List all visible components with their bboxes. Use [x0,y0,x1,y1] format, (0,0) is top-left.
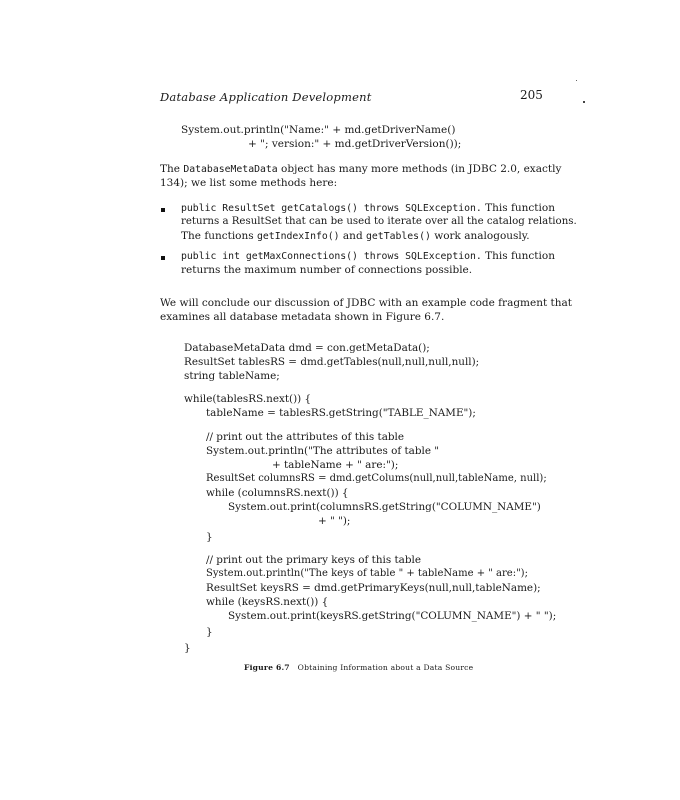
code-line: } [206,531,213,543]
inline-code: public int getMaxConnections() throws SQLException. [181,251,482,262]
caption-text: Obtaining Information about a Data Source [297,663,474,672]
bullet-line [181,249,555,264]
code-line: System.out.println("The attributes of table " [206,445,440,457]
text: and [339,230,366,242]
text: The [160,163,184,175]
margin-mark [583,101,585,103]
code-line: ResultSet tablesRS = dmd.getTables(null,null,null,null); [184,356,480,368]
margin-mark [576,80,577,81]
inline-code: getTables() [366,231,431,242]
code-line: ResultSet keysRS = dmd.getPrimaryKeys(null,null,tableName); [206,582,541,594]
inline-code: DatabaseMetaData [183,164,278,175]
bullet-line [181,229,530,244]
code-line: System.out.print(keysRS.getString("COLUMN_NAME") + " "); [228,610,557,622]
caption-label: Figure 6.7 [244,663,290,672]
paragraph-line: We will conclude our discussion of JDBC with an example code fragment that [160,297,573,309]
bullet-line [181,201,555,216]
code-line: System.out.println("Name:" + md.getDriverName() [181,124,456,136]
text: object has many more methods (in JDBC 2.0, exactly [277,163,562,175]
bullet-icon [161,256,165,260]
code-comment: // print out the primary keys of this table [206,554,421,566]
code-line: while(tablesRS.next()) { [184,393,312,405]
inline-code: public ResultSet getCatalogs() throws SQLException. [181,203,482,214]
paragraph-line [160,162,561,177]
code-line: System.out.println("The keys of table " + tableName + " are:"); [206,568,528,579]
bullet-icon [161,208,165,212]
code-comment: // print out the attributes of this table [206,431,405,443]
page-number: 205 [520,88,543,102]
text: The functions [181,230,257,242]
text: This function [481,250,555,262]
inline-code: getIndexInfo() [257,231,340,242]
running-header-title: Database Application Development [160,90,372,104]
code-line: + " "); [318,515,351,527]
code-line: ResultSet columnsRS = dmd.getColums(null,null,tableName, null); [206,473,547,484]
code-line: DatabaseMetaData dmd = con.getMetaData(); [184,342,430,354]
code-line: + "; version:" + md.getDriverVersion()); [248,138,462,150]
text: This function [481,202,555,214]
code-line: while (columnsRS.next()) { [206,487,349,499]
code-line: } [206,626,213,638]
code-line: tableName = tablesRS.getString("TABLE_NAME"); [206,407,476,419]
code-line: + tableName + " are:"); [272,459,399,471]
code-line: while (keysRS.next()) { [206,596,329,608]
code-line: string tableName; [184,370,280,382]
bullet-line: returns a ResultSet that can be used to iterate over all the catalog relations. [181,216,577,227]
paragraph-line: examines all database metadata shown in Figure 6.7. [160,311,445,323]
text: work analogously. [430,230,530,242]
bullet-line: returns the maximum number of connections possible. [181,264,473,276]
paragraph-line: 134); we list some methods here: [160,177,338,189]
code-line: System.out.print(columnsRS.getString("COLUMN_NAME") [228,501,541,513]
figure-caption [244,663,473,672]
code-line: } [184,642,191,654]
